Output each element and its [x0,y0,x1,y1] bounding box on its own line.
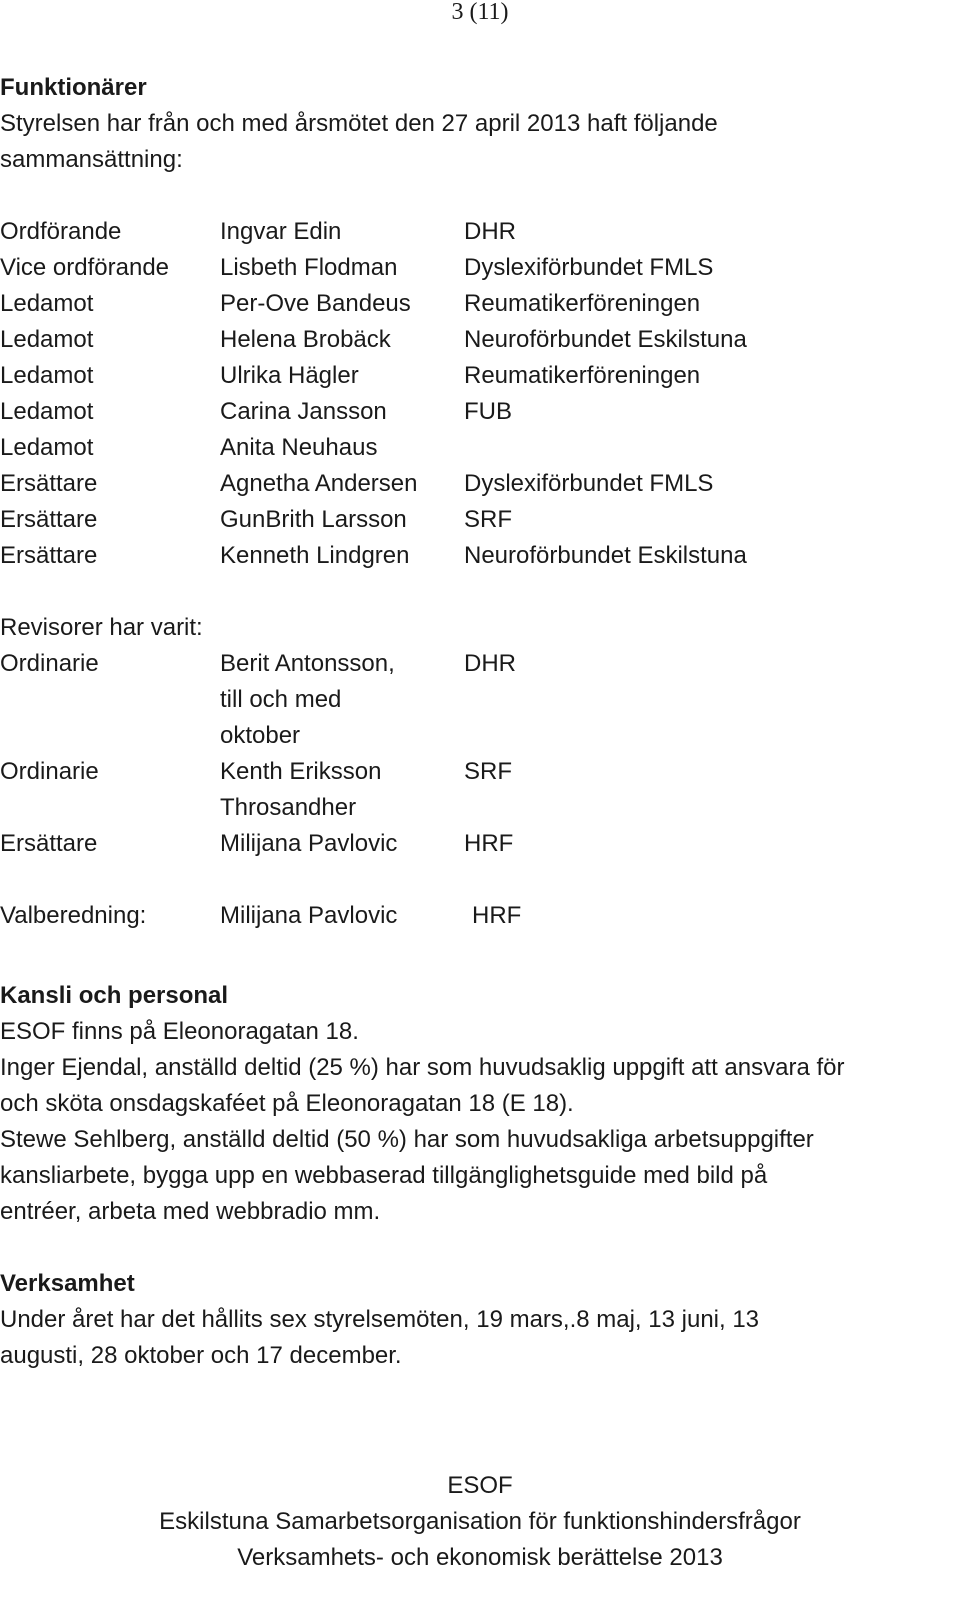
board-name: Ulrika Hägler [220,362,359,389]
verksamhet-heading: Verksamhet [0,1270,135,1297]
board-name: Anita Neuhaus [220,434,378,461]
revisor-name-line: Throsandher [220,794,357,821]
kansli-line: Stewe Sehlberg, anställd deltid (50 %) har som huvudsakliga arbetsuppgifter [0,1126,814,1153]
revisor-row [0,646,516,754]
valberedning-name: Milijana Pavlovic [220,902,398,929]
valberedning-org: HRF [472,902,522,929]
board-role: Ordförande [0,218,122,245]
verksamhet-line: augusti, 28 oktober och 17 december. [0,1342,402,1369]
board-org: Neuroförbundet Eskilstuna [464,326,747,353]
revisor-name [220,826,464,862]
board-org: SRF [464,506,512,533]
board-role: Ersättare [0,506,98,533]
funktionarer-intro-line-1: Styrelsen har från och med årsmötet den 27 april 2013 haft följande [0,110,718,137]
board-org: Reumatikerföreningen [464,290,701,317]
revisor-name [220,754,464,826]
board-org: Dyslexiförbundet FMLS [464,470,714,497]
board-role: Ersättare [0,542,98,569]
board-role: Ledamot [0,290,94,317]
revisor-row [0,826,516,862]
board-org [464,430,747,466]
board-org: FUB [464,398,512,425]
revisorer-label: Revisorer har varit: [0,614,203,641]
footer-report-title: Verksamhets- och ekonomisk berättelse 2013 [237,1544,723,1571]
verksamhet-text [0,1302,960,1374]
revisor-row [0,754,516,826]
revisor-name [220,646,464,754]
board-name: Ingvar Edin [220,218,342,245]
footer-org-full: Eskilstuna Samarbetsorganisation för funktionshindersfrågor [159,1508,801,1535]
board-org: Neuroförbundet Eskilstuna [464,542,747,569]
board-name: Per-Ove Bandeus [220,290,411,317]
funktionarer-heading: Funktionärer [0,74,147,101]
kansli-text [0,1014,960,1230]
revisor-org: HRF [464,830,514,857]
revisor-org: SRF [464,758,512,785]
valberedning-label: Valberedning: [0,902,147,929]
revisor-role: Ordinarie [0,650,99,677]
kansli-line: och sköta onsdagskaféet på Eleonoragatan 18 (E 18). [0,1090,574,1117]
board-role: Ledamot [0,434,94,461]
board-row [0,502,747,538]
board-row [0,214,747,250]
revisorer-table [0,646,516,862]
revisor-name-line: Milijana Pavlovic [220,830,398,857]
board-org: Dyslexiförbundet FMLS [464,254,714,281]
spacer [0,574,960,610]
revisor-role: Ersättare [0,830,98,857]
spacer [0,934,960,978]
funktionarer-intro-line-2: sammansättning: [0,146,183,173]
board-role: Ersättare [0,470,98,497]
board-row [0,286,747,322]
board-row [0,394,747,430]
board-row [0,250,747,286]
page-number: 3 (11) [451,0,509,25]
kansli-heading: Kansli och personal [0,982,229,1009]
revisor-role: Ordinarie [0,758,99,785]
revisor-name-line: Kenth Eriksson [220,758,382,785]
valberedning-row [0,898,521,934]
revisor-org: DHR [464,650,516,677]
board-name: Agnetha Andersen [220,470,418,497]
board-role: Ledamot [0,398,94,425]
spacer [0,178,960,214]
revisor-name-line: Berit Antonsson, [220,650,395,677]
board-row [0,322,747,358]
kansli-line: Inger Ejendal, anställd deltid (25 %) har som huvudsaklig uppgift att ansvara för [0,1054,845,1081]
board-row [0,538,747,574]
board-name: Carina Jansson [220,398,387,425]
spacer [0,1230,960,1266]
verksamhet-line: Under året har det hållits sex styrelsemöten, 19 mars,.8 maj, 13 juni, 13 [0,1306,760,1333]
board-row [0,358,747,394]
board-name: Helena Brobäck [220,326,391,353]
revisor-name-line: oktober [220,722,301,749]
board-name: Kenneth Lindgren [220,542,410,569]
board-role: Ledamot [0,362,94,389]
board-table [0,214,747,574]
page-footer [0,1468,960,1576]
board-role: Ledamot [0,326,94,353]
kansli-line: entréer, arbeta med webbradio mm. [0,1198,381,1225]
kansli-line: kansliarbete, bygga upp en webbaserad tillgänglighetsguide med bild på [0,1162,768,1189]
board-role: Vice ordförande [0,254,170,281]
board-row [0,430,747,466]
kansli-line: ESOF finns på Eleonoragatan 18. [0,1018,359,1045]
board-row [0,466,747,502]
spacer [0,862,960,898]
footer-org-short: ESOF [447,1472,513,1499]
board-org: Reumatikerföreningen [464,362,701,389]
document-body [0,70,960,1374]
board-name: GunBrith Larsson [220,506,407,533]
revisor-name-line: till och med [220,686,342,713]
valberedning-table [0,898,521,934]
board-org: DHR [464,218,516,245]
board-name: Lisbeth Flodman [220,254,398,281]
